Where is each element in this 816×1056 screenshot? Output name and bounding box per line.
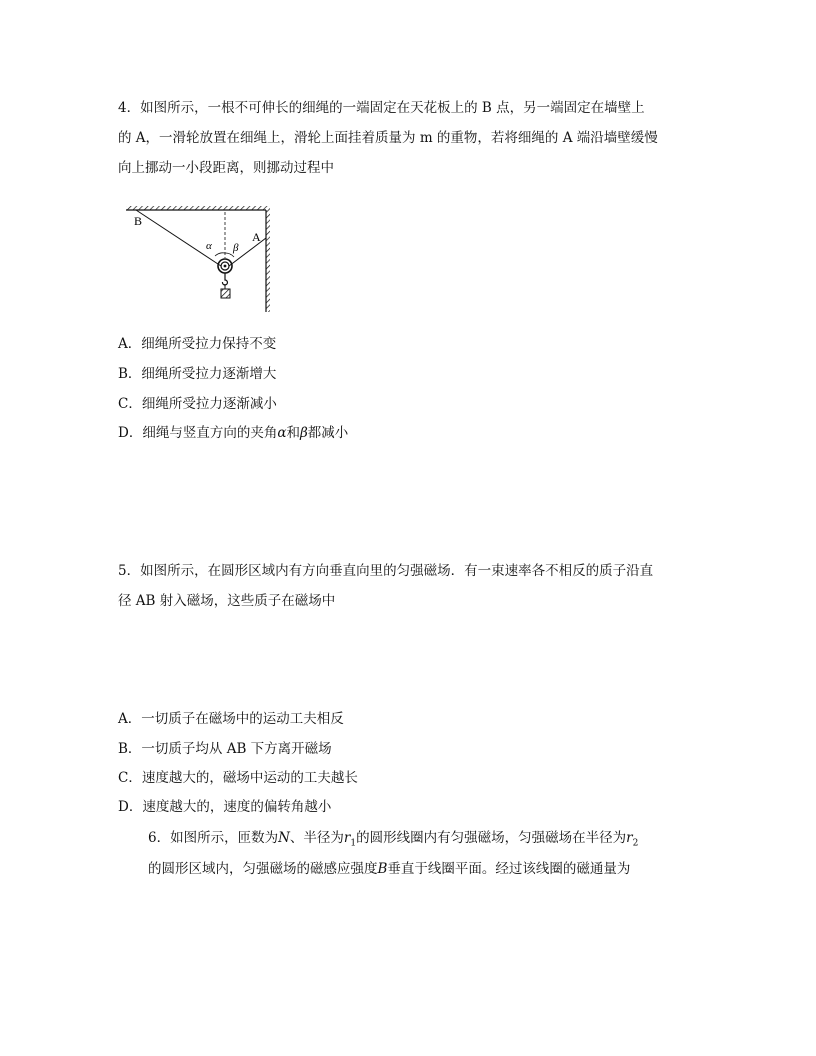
pulley-diagram: [118, 196, 278, 316]
q5-option-c: C．速度越大的，磁场中运动的工夫越长: [118, 770, 358, 786]
q4-option-b: B．细绳所受拉力逐渐增大: [118, 366, 277, 382]
angle-arc-alpha: [215, 253, 225, 256]
q4-option-c: C．细绳所受拉力逐渐减小: [118, 396, 277, 412]
q6-stem-line-2: [148, 860, 630, 878]
label-A: A: [252, 230, 261, 244]
q5-stem-line-2: 径 AB 射入磁场，这些质子在磁场中: [118, 593, 336, 609]
q4-stem-line-3: 向上挪动一小段距离，则挪动过程中: [118, 160, 334, 176]
q4-stem-line-2: 的 A，一滑轮放置在细绳上，滑轮上面挂着质量为 m 的重物，若将细绳的 A 端沿墙壁缓慢: [118, 130, 658, 146]
ceiling-hatch: [126, 206, 266, 210]
q6-text-d: 的圆形区域内，匀强磁场的磁感应强度: [148, 861, 378, 877]
weight-block: [221, 289, 230, 298]
q4-option-a: A．细绳所受拉力保持不变: [118, 336, 277, 352]
q6-text-b: 、半径为: [289, 830, 344, 846]
q6-sub-1: 1: [350, 838, 357, 849]
q6-text-e: 垂直于线圈平面。经过该线圈的磁通量为: [387, 861, 631, 877]
q4-option-d-beta: β: [299, 425, 308, 441]
label-B: B: [134, 214, 143, 228]
rope-left: [136, 210, 221, 266]
label-beta: β: [233, 242, 239, 254]
q6-stem-line-1: [148, 829, 638, 853]
pulley-axle: [224, 265, 227, 268]
q6-var-N: N: [278, 830, 290, 846]
q4-option-d-suffix: 都减小: [307, 425, 349, 441]
q4-option-d-prefix: D．细绳与竖直方向的夹角: [118, 425, 278, 441]
q4-option-d-alpha: α: [277, 425, 287, 441]
q4-option-d-mid: 和: [286, 425, 300, 441]
q6-sub-2: 2: [632, 838, 639, 849]
q6-text-c: 的圆形线圈内有匀强磁场，匀强磁场在半径为: [356, 830, 627, 846]
q6-var-B: B: [377, 861, 388, 877]
q5-stem-line-1: 5．如图所示，在圆形区域内有方向垂直向里的匀强磁场．有一束速率各不相反的质子沿直: [118, 563, 654, 579]
q5-option-a: A．一切质子在磁场中的运动工夫相反: [118, 711, 344, 727]
hook-icon: [222, 273, 227, 285]
q6-var-r2: r: [626, 830, 633, 846]
q5-option-d: D．速度越大的，速度的偏转角越小: [118, 799, 332, 815]
q4-stem-line-1: 4．如图所示，一根不可伸长的细绳的一端固定在天花板上的 B 点，另一端固定在墙壁上: [118, 100, 645, 116]
q4-option-d: [118, 424, 348, 442]
q5-option-b: B．一切质子均从 AB 下方离开磁场: [118, 741, 332, 757]
wall-hatch: [266, 206, 270, 312]
q6-var-r1: r: [343, 830, 351, 846]
q6-text-a: 6．如图所示，匝数为: [148, 830, 279, 846]
label-alpha: α: [206, 240, 212, 252]
